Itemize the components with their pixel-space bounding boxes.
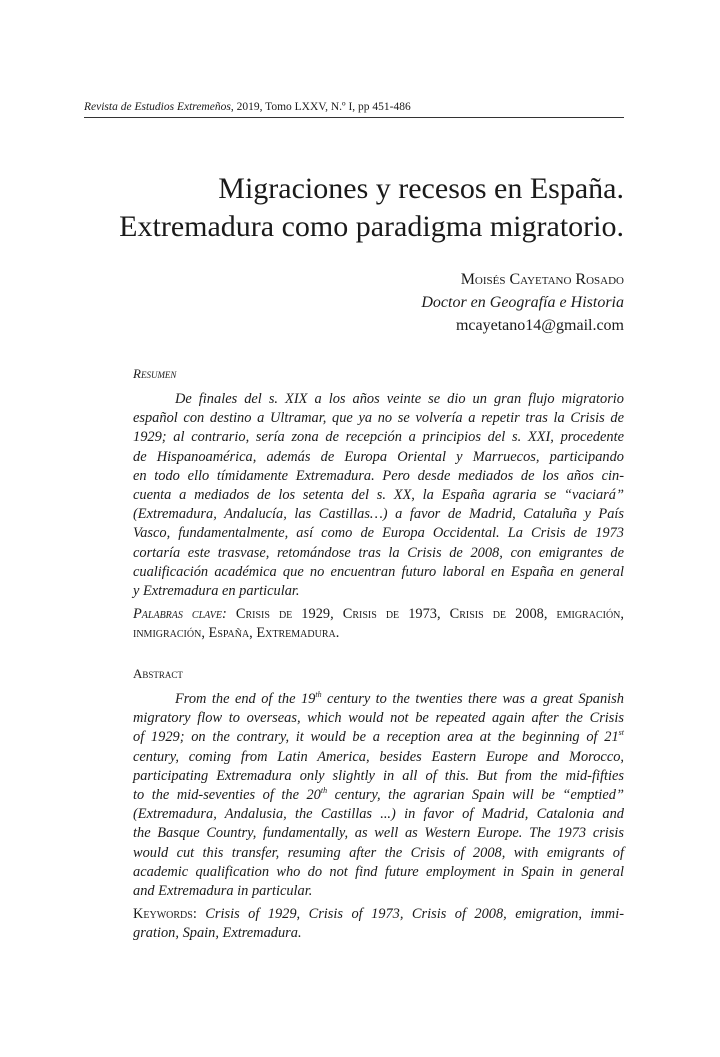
abstract-line: migratory flow to overseas, which would not be repeated again after the Crisis: [133, 710, 624, 727]
title-line-1: Migraciones y recesos en España.: [218, 172, 624, 205]
header-rule: [84, 117, 624, 118]
abstract-keywords: [133, 905, 624, 943]
keywords-label: Keywords:: [133, 906, 197, 923]
abstract-line: century, coming from Latin America, besides Eastern Europe and Morocco,: [133, 748, 624, 765]
journal-name: Revista de Estudios Extremeños: [84, 101, 231, 113]
palabras-clave-line-2: inmigración, España, Extremadura.: [133, 625, 340, 642]
article-title: [119, 170, 624, 246]
abstract-line: would cut this transfer, resuming after the Crisis of 2008, with emigrants of: [133, 844, 624, 861]
abstract-line: (Extremadura, Andalusia, the Castillas ...) in favor of Madrid, Catalonia and: [133, 806, 624, 823]
abstract-text: [133, 690, 624, 901]
author-role: Doctor en Geografía e Historia: [421, 294, 624, 311]
resumen-line: y Extremadura en particular.: [133, 583, 300, 600]
palabras-clave-line-1: Crisis de 1929, Crisis de 1973, Crisis de 2008, emigración,: [235, 606, 624, 623]
resumen-text: [133, 390, 624, 601]
journal-details: , 2019, Tomo LXXV, N.º I, pp 451-486: [230, 101, 411, 113]
title-line-2: Extremadura como paradigma migratorio.: [119, 210, 624, 243]
resumen-line: Vasco, fundamentalmente, así como de Europa Occidental. La Crisis de 1973: [133, 525, 624, 542]
keywords-line-2: gration, Spain, Extremadura.: [133, 925, 302, 942]
abstract-line: academic qualification who do not find future employment in Spain in general: [133, 863, 624, 880]
running-header: [84, 100, 624, 114]
abstract-section: [133, 666, 624, 944]
resumen-line: cuenta a mediados de los setenta del s. XX, la España agraria se “vaciará”: [133, 487, 624, 504]
resumen-line: español con destino a Ultramar, que ya no se volvería a repetir tras la Crisis de: [133, 410, 624, 427]
resumen-section: [133, 366, 624, 644]
resumen-line: de Hispanoamérica, además de Europa Oriental y Marruecos, participando: [133, 448, 624, 465]
author-email: mcayetano14@gmail.com: [455, 317, 624, 334]
abstract-heading: Abstract: [133, 666, 183, 681]
resumen-line: 1929; al contrario, sería zona de recepción a principios del s. XXI, procedente: [133, 429, 624, 446]
resumen-heading: Resumen: [133, 366, 177, 381]
abstract-line: of 1929; on the contrary, it would be a reception area at the beginning of 21st: [133, 728, 624, 746]
abstract-line: From the end of the 19th century to the twenties there was a great Spanish: [175, 690, 624, 707]
resumen-line: De finales del s. XIX a los años veinte se dio un gran flujo migratorio: [175, 391, 624, 407]
author-name: Moisés Cayetano Rosado: [460, 271, 624, 288]
abstract-line: the Basque Country, fundamentally, as well as Western Europe. The 1973 crisis: [133, 825, 624, 842]
abstract-line: participating Extremadura only slightly in all of this. But from the mid-fifties: [133, 767, 624, 784]
resumen-line: cualificación académica que no encuentran futuro laboral en España en general: [133, 563, 624, 580]
resumen-line: cortaría este trasvase, retomándose tras la Crisis de 2008, con emigrantes de: [133, 544, 624, 561]
resumen-keywords: [133, 605, 624, 643]
abstract-line: and Extremadura in particular.: [133, 883, 313, 900]
resumen-line: en todo ello tímidamente Extremadura. Pero desde mediados de los años cin-: [133, 467, 624, 484]
resumen-line: (Extremadura, Andalucía, las Castillas…) a favor de Madrid, Cataluña y País: [133, 506, 624, 523]
abstract-line: to the mid-seventies of the 20th century, the agrarian Spain will be “emptied”: [133, 786, 624, 804]
palabras-clave-label: Palabras clave:: [133, 606, 227, 623]
author-block: [421, 268, 624, 337]
keywords-line-1: Crisis of 1929, Crisis of 1973, Crisis of 2008, emigration, immi-: [205, 906, 624, 923]
